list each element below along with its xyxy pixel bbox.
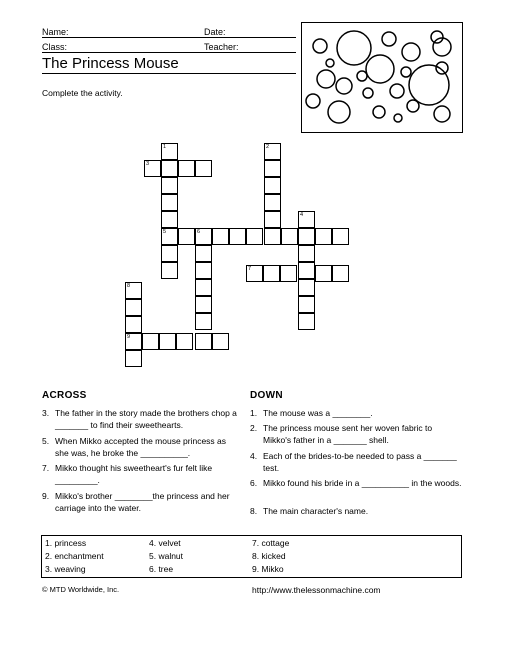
crossword-cell[interactable]	[125, 316, 142, 333]
name-label: Name:	[42, 27, 69, 37]
clue-text: Mikko found his bride in a __________ in the woods.	[263, 478, 462, 488]
crossword-cell[interactable]	[212, 228, 229, 245]
clue-text: The mouse was a ________.	[263, 408, 373, 418]
crossword-cell[interactable]	[161, 211, 178, 228]
crossword-cell[interactable]	[195, 228, 212, 245]
crossword-cell[interactable]	[264, 143, 281, 160]
name-date-line	[42, 37, 296, 38]
clue-num: 5.	[42, 436, 50, 446]
crossword-cell[interactable]	[332, 228, 349, 245]
down-heading: DOWN	[250, 390, 283, 401]
across-clue	[42, 463, 240, 486]
clue-number: 2	[266, 144, 270, 150]
clue-text: Each of the brides-to-be needed to pass a _______ test.	[263, 451, 457, 473]
date-label: Date:	[204, 27, 226, 37]
clue-number: 8	[127, 283, 131, 289]
crossword-cell[interactable]	[178, 160, 195, 177]
crossword-cell[interactable]	[161, 143, 178, 160]
word-bank-item: 7. cottage	[252, 538, 290, 548]
crossword-cell[interactable]	[176, 333, 193, 350]
crossword-cell[interactable]	[332, 265, 349, 282]
down-clue	[250, 408, 462, 420]
down-clue	[250, 451, 462, 474]
clue-number: 3	[146, 161, 150, 167]
crossword-cell[interactable]	[212, 333, 229, 350]
clue-text: The princess mouse sent her woven fabric to Mikko's father in a _______ shell.	[263, 423, 433, 445]
crossword-cell[interactable]	[195, 333, 212, 350]
clue-num: 1.	[250, 408, 258, 418]
word-bank-item: 6. tree	[149, 564, 174, 574]
clue-number: 9	[127, 334, 131, 340]
crossword-cell[interactable]	[298, 262, 315, 279]
clue-text: The father in the story made the brothers chop a _______ to find their sweethearts.	[55, 408, 237, 430]
crossword-cell[interactable]	[142, 333, 159, 350]
crossword-cell[interactable]	[125, 282, 142, 299]
clue-num: 6.	[250, 478, 258, 488]
crossword-cell[interactable]	[161, 228, 178, 245]
crossword-cell[interactable]	[281, 228, 298, 245]
word-bank-item: 2. enchantment	[45, 551, 104, 561]
clue-text: Mikko thought his sweetheart's fur felt like _________.	[55, 463, 213, 485]
clue-text: When Mikko accepted the mouse princess as she was, he broke the __________.	[55, 436, 227, 458]
crossword-cell[interactable]	[195, 313, 212, 330]
crossword-cell[interactable]	[298, 245, 315, 262]
crossword-cell[interactable]	[195, 160, 212, 177]
across-clue	[42, 491, 240, 514]
clue-num: 8.	[250, 506, 258, 516]
clue-num: 2.	[250, 423, 258, 433]
crossword-cell[interactable]	[298, 228, 315, 245]
word-bank-item: 5. walnut	[149, 551, 184, 561]
crossword-cell[interactable]	[264, 228, 281, 245]
crossword-cell[interactable]	[264, 177, 281, 194]
class-label: Class:	[42, 42, 68, 52]
word-bank-item: 9. Mikko	[252, 564, 284, 574]
clue-num: 4.	[250, 451, 258, 461]
title-underline	[42, 73, 296, 74]
copyright: © MTD Worldwide, Inc.	[42, 585, 120, 594]
crossword-cell[interactable]	[246, 228, 263, 245]
crossword-cell[interactable]	[144, 160, 161, 177]
clue-number: 5	[163, 229, 167, 235]
word-bank-item: 3. weaving	[45, 564, 86, 574]
crossword-cell[interactable]	[298, 313, 315, 330]
clue-number: 7	[248, 266, 252, 272]
class-teacher-line	[42, 52, 296, 53]
crossword-cell[interactable]	[161, 262, 178, 279]
crossword-cell[interactable]	[161, 177, 178, 194]
crossword-cell[interactable]	[161, 160, 178, 177]
crossword-cell[interactable]	[178, 228, 195, 245]
across-heading: ACROSS	[42, 390, 87, 401]
crossword-cell[interactable]	[125, 350, 142, 367]
crossword-cell[interactable]	[298, 279, 315, 296]
crossword-cell[interactable]	[263, 265, 280, 282]
down-clue	[250, 478, 462, 490]
word-bank-item: 4. velvet	[149, 538, 181, 548]
clue-number: 6	[197, 229, 201, 235]
clue-number: 4	[300, 212, 304, 218]
teacher-label: Teacher:	[204, 42, 239, 52]
website-url[interactable]: http://www.thelessonmachine.com	[252, 585, 381, 595]
crossword-cell[interactable]	[298, 296, 315, 313]
crossword-cell[interactable]	[125, 299, 142, 316]
crossword-cell[interactable]	[161, 194, 178, 211]
crossword-cell[interactable]	[195, 279, 212, 296]
crossword-cell[interactable]	[280, 265, 297, 282]
down-clue	[250, 506, 462, 518]
crossword-cell[interactable]	[315, 265, 332, 282]
instructions: Complete the activity.	[42, 88, 123, 98]
word-bank-item: 8. kicked	[252, 551, 286, 561]
crossword-cell[interactable]	[161, 245, 178, 262]
crossword-cell[interactable]	[195, 296, 212, 313]
page-title: The Princess Mouse	[42, 55, 179, 72]
crossword-cell[interactable]	[315, 228, 332, 245]
across-clue	[42, 408, 240, 431]
crossword-cell[interactable]	[195, 245, 212, 262]
crossword-cell[interactable]	[264, 211, 281, 228]
word-bank-item: 1. princess	[45, 538, 87, 548]
clue-text: The main character's name.	[263, 506, 369, 516]
crossword-cell[interactable]	[264, 160, 281, 177]
across-clue	[42, 436, 240, 459]
crossword-cell[interactable]	[298, 211, 315, 228]
clue-text: Mikko's brother ________the princess and her carriage into the water.	[55, 491, 230, 513]
crossword-cell[interactable]	[195, 262, 212, 279]
clue-number: 1	[163, 144, 167, 150]
crossword-cell[interactable]	[264, 194, 281, 211]
bubbles-illustration	[301, 22, 463, 133]
crossword-cell[interactable]	[125, 333, 142, 350]
crossword-cell[interactable]	[229, 228, 246, 245]
clue-num: 3.	[42, 408, 50, 418]
clue-num: 9.	[42, 491, 50, 501]
down-clue	[250, 423, 462, 446]
word-bank	[41, 535, 462, 578]
clue-num: 7.	[42, 463, 50, 473]
crossword-cell[interactable]	[246, 265, 263, 282]
crossword-cell[interactable]	[159, 333, 176, 350]
